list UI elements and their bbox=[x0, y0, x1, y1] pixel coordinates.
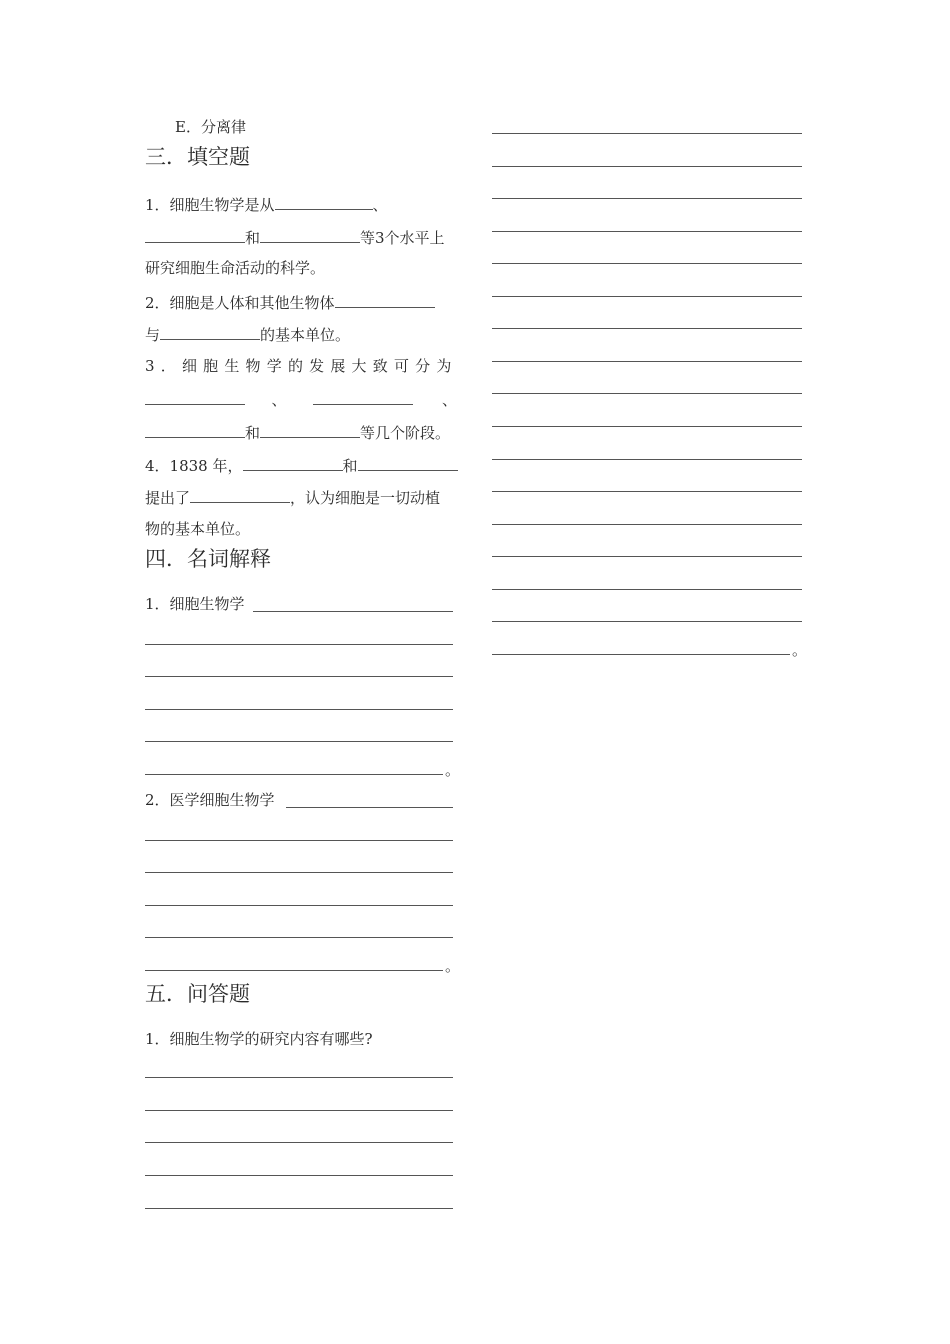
q2-text-b: 的基本单位。 bbox=[260, 326, 351, 344]
answer-line[interactable] bbox=[145, 676, 453, 677]
answer-line[interactable] bbox=[492, 524, 802, 525]
answer-line[interactable] bbox=[145, 937, 453, 938]
answer-line[interactable] bbox=[286, 807, 453, 808]
connector-he: 和 bbox=[245, 424, 261, 442]
connector-he: 和 bbox=[342, 457, 358, 475]
q4-text-a: 提出了 bbox=[145, 489, 191, 507]
answer-line[interactable] bbox=[145, 872, 453, 873]
q1-text-end: 等3个水平上 bbox=[360, 229, 445, 247]
fill-question-2-line2 bbox=[145, 323, 350, 345]
answer-line[interactable] bbox=[492, 491, 802, 492]
answer-line[interactable] bbox=[145, 970, 443, 971]
answer-line[interactable] bbox=[253, 611, 453, 612]
answer-line[interactable] bbox=[492, 393, 802, 394]
answer-line[interactable] bbox=[145, 1142, 453, 1143]
q1-text: 1．细胞生物学是从 bbox=[145, 196, 275, 214]
q4-text-b: ，认为细胞是一切动植 bbox=[290, 489, 441, 507]
answer-line[interactable] bbox=[492, 426, 802, 427]
option-e: E．分离律 bbox=[175, 118, 246, 136]
answer-line[interactable] bbox=[492, 166, 802, 167]
period: 。 bbox=[792, 641, 808, 659]
answer-line[interactable] bbox=[492, 296, 802, 297]
answer-line[interactable] bbox=[492, 231, 802, 232]
answer-line[interactable] bbox=[145, 1208, 453, 1209]
fill-question-1 bbox=[145, 193, 388, 215]
fill-question-3-line3 bbox=[145, 421, 450, 443]
fill-question-3-line2 bbox=[145, 388, 457, 410]
fill-question-1-line2 bbox=[145, 226, 445, 248]
answer-line[interactable] bbox=[492, 328, 802, 329]
blank[interactable] bbox=[358, 454, 458, 471]
answer-line[interactable] bbox=[492, 556, 802, 557]
answer-line[interactable] bbox=[145, 840, 453, 841]
answer-line[interactable] bbox=[492, 621, 802, 622]
blank[interactable] bbox=[145, 421, 245, 438]
separator: 、 bbox=[372, 196, 388, 214]
blank[interactable] bbox=[260, 421, 360, 438]
answer-line[interactable] bbox=[145, 774, 443, 775]
answer-line[interactable] bbox=[492, 263, 802, 264]
fill-question-4 bbox=[145, 454, 458, 476]
blank[interactable] bbox=[335, 291, 435, 308]
answer-line[interactable] bbox=[492, 459, 802, 460]
answer-line[interactable] bbox=[492, 361, 802, 362]
blank[interactable] bbox=[145, 226, 245, 243]
qa-question-1: 1．细胞生物学的研究内容有哪些? bbox=[145, 1030, 373, 1048]
fill-question-3: 3．细胞生物学的发展大致可分为 bbox=[145, 357, 458, 375]
fill-question-4-line2 bbox=[145, 486, 440, 508]
section-4-title: 四．名词解释 bbox=[145, 547, 271, 571]
answer-line[interactable] bbox=[145, 741, 453, 742]
blank[interactable] bbox=[145, 388, 245, 405]
fill-question-1-line3: 研究细胞生命活动的科学。 bbox=[145, 259, 326, 277]
answer-line[interactable] bbox=[145, 644, 453, 645]
separator: 、 bbox=[271, 391, 287, 409]
blank[interactable] bbox=[190, 486, 290, 503]
q2-text: 2．细胞是人体和其他生物体 bbox=[145, 294, 335, 312]
q3-text-end: 等几个阶段。 bbox=[360, 424, 451, 442]
period: 。 bbox=[445, 957, 461, 975]
section-5-title: 五．问答题 bbox=[145, 982, 250, 1006]
blank[interactable] bbox=[260, 226, 360, 243]
answer-line[interactable] bbox=[145, 709, 453, 710]
term-2-label: 2．医学细胞生物学 bbox=[145, 791, 275, 809]
blank[interactable] bbox=[243, 454, 343, 471]
answer-line[interactable] bbox=[492, 198, 802, 199]
answer-line[interactable] bbox=[145, 905, 453, 906]
answer-line[interactable] bbox=[492, 133, 802, 134]
answer-line[interactable] bbox=[145, 1110, 453, 1111]
blank[interactable] bbox=[160, 323, 260, 340]
blank[interactable] bbox=[313, 388, 413, 405]
fill-question-4-line3: 物的基本单位。 bbox=[145, 520, 251, 538]
fill-question-2 bbox=[145, 291, 435, 313]
answer-line[interactable] bbox=[492, 589, 802, 590]
separator: 、 bbox=[441, 391, 457, 409]
answer-line[interactable] bbox=[145, 1175, 453, 1176]
q2-text-a: 与 bbox=[145, 326, 161, 344]
section-3-title: 三．填空题 bbox=[145, 145, 250, 169]
period: 。 bbox=[445, 761, 461, 779]
answer-line[interactable] bbox=[145, 1077, 453, 1078]
term-1-label: 1．细胞生物学 bbox=[145, 595, 245, 613]
blank[interactable] bbox=[275, 193, 373, 210]
connector-he: 和 bbox=[245, 229, 261, 247]
q4-text: 4．1838 年， bbox=[145, 457, 243, 475]
answer-line[interactable] bbox=[492, 654, 790, 655]
